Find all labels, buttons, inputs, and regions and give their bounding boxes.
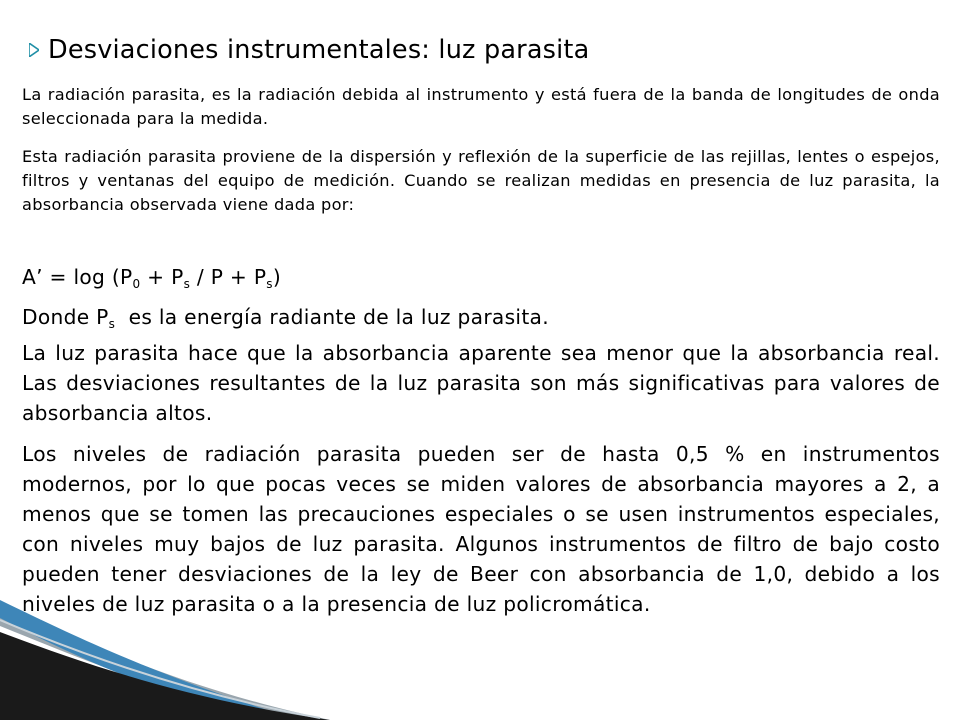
paragraph-definition: La radiación parasita, es la radiación debida al instrumento y está fuera de la banda de longitudes de onda seleccionada para la medida. (22, 85, 940, 128)
formula-sub-s1: s (183, 277, 191, 291)
formula-end: ) (272, 265, 282, 289)
triangle-bullet-icon (29, 43, 39, 57)
donde-pre: Donde P (22, 305, 109, 329)
paragraph-origin: Esta radiación parasita proviene de la dispersión y reflexión de la superficie de las rejillas, lentes o espejos, filtros y ventanas del equipo de medición. Cuando se realizan medidas en presencia de luz parasita, la absorbancia observada viene dada por: (22, 147, 940, 214)
donde-line (22, 302, 549, 332)
formula-mid-2: / P + P (190, 265, 267, 289)
formula-prefix: A’ = log (P (22, 265, 133, 289)
formula-sub-0: 0 (132, 277, 141, 291)
formula-mid-1: + P (140, 265, 184, 289)
donde-post: es la energía radiante de la luz parasita. (115, 305, 549, 329)
slide-heading: Desviaciones instrumentales: luz parasita (48, 35, 590, 65)
formula-sub-s2: s (266, 277, 273, 291)
donde-sub: s (108, 317, 116, 331)
paragraph-levels: Los niveles de radiación parasita pueden ser de hasta 0,5 % en instrumentos modernos, por lo que pocas veces se miden valores de absorbancia mayores a 2, a menos que se tomen las precauciones especiales o se usen instrumentos especiales, con niveles muy bajos de luz parasita. Algunos instrumentos de filtro de bajo costo pueden tener desviaciones de la ley de Beer con absorbancia de 1,0, debido a los niveles de luz parasita o a la presencia de luz policromática. (22, 442, 940, 616)
absorbance-formula (22, 262, 281, 292)
paragraph-effect: La luz parasita hace que la absorbancia aparente sea menor que la absorbancia real. Las desviaciones resultantes de la luz parasita son más significativas para valores de absorbancia altos. (22, 341, 940, 425)
